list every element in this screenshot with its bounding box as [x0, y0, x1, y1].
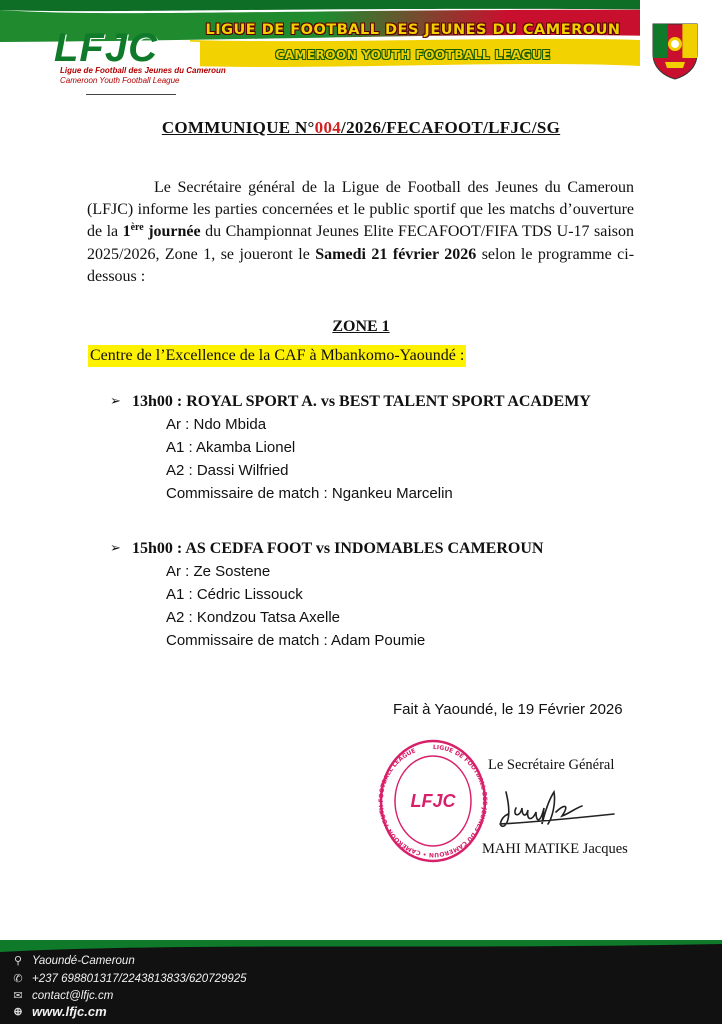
- official-assistant-2: A2 : Dassi Wilfried: [166, 462, 289, 479]
- stamp-logo: LFJC: [410, 791, 456, 811]
- official-assistant-1: A1 : Cédric Lissouck: [166, 586, 303, 603]
- contact-footer: [0, 940, 722, 1024]
- logo-subtitle-english: Cameroon Youth Football League: [60, 76, 180, 85]
- signatory-role: Le Secrétaire Général: [488, 757, 615, 773]
- match-date: Samedi 21 février 2026: [315, 245, 477, 263]
- lfjc-logo: LFJC: [54, 26, 158, 70]
- header-divider: [86, 94, 176, 95]
- globe-icon: ⊕: [13, 1006, 23, 1018]
- match-block: [110, 390, 591, 505]
- match-heading: [110, 390, 591, 413]
- intro-paragraph: [87, 177, 634, 288]
- match-heading-text: 13h00 : ROYAL SPORT A. vs BEST TALENT SPORT ACADEMY: [132, 393, 591, 410]
- footer-phone: [10, 972, 247, 985]
- intro-text-2: du Championnat Jeunes Elite FECAFOOT/FIFA TDS U-17 saison 2025/2026, Zone 1, se joueront le: [87, 223, 635, 263]
- letterhead-banner: [0, 0, 722, 92]
- league-name-english: CAMEROON YOUTH FOOTBALL LEAGUE: [275, 48, 551, 62]
- footer-email[interactable]: [10, 989, 113, 1002]
- location-icon: ⚲: [13, 955, 23, 967]
- footer-location-text: Yaoundé-Cameroun: [32, 954, 135, 967]
- communique-title-prefix: COMMUNIQUE N°: [161, 118, 315, 137]
- official-stamp: [378, 737, 488, 865]
- arrow-bullet-icon: ➢: [110, 394, 121, 409]
- footer-phone-text: +237 698801317/2243813833/620729925: [32, 972, 247, 985]
- communique-title-suffix: /2026/FECAFOOT/LFJC/SG: [341, 118, 561, 137]
- official-assistant-1: A1 : Akamba Lionel: [166, 439, 296, 456]
- intro-text-1: Le Secrétaire général de la Ligue de Football des Jeunes du Cameroun (LFJC) informe les parties concernées et le public sportif que les matchs d’ouverture de la: [87, 179, 634, 241]
- match-heading-text: 15h00 : AS CEDFA FOOT vs INDOMABLES CAMEROUN: [132, 540, 544, 557]
- phone-icon: ✆: [13, 973, 23, 985]
- footer-location: [10, 954, 135, 967]
- match-commissioner: Commissaire de match : Adam Poumie: [166, 632, 426, 649]
- footer-website-text[interactable]: www.lfjc.cm: [32, 1004, 107, 1019]
- match-heading: [110, 537, 543, 560]
- official-assistant-2: A2 : Kondzou Tatsa Axelle: [166, 609, 341, 626]
- match-commissioner: Commissaire de match : Ngankeu Marcelin: [166, 485, 453, 502]
- stamp-ring-text: LIGUE DE FOOTBALL DES JEUNES DU CAMEROUN • CAMEROON YOUTH FOOTBALL LEAGUE: [378, 743, 488, 859]
- official-referee: Ar : Ze Sostene: [166, 563, 271, 580]
- handwritten-signature: [496, 778, 616, 834]
- communique-title: [0, 118, 722, 138]
- footer-website[interactable]: [10, 1004, 107, 1019]
- league-name-french: LIGUE DE FOOTBALL DES JEUNES DU CAMEROUN: [205, 22, 621, 38]
- zone-title: ZONE 1: [332, 318, 390, 335]
- communique-number: 004: [314, 118, 342, 137]
- email-icon: ✉: [13, 990, 23, 1002]
- intro-text-3: selon le programme ci-dessous :: [87, 245, 635, 285]
- logo-subtitle-french: Ligue de Football des Jeunes du Cameroun: [60, 66, 226, 75]
- intro-ordinal: 1: [122, 223, 131, 241]
- arrow-bullet-icon: ➢: [110, 541, 121, 556]
- signatory-name: MAHI MATIKE Jacques: [482, 841, 628, 857]
- venue-highlight: Centre de l’Excellence de la CAF à Mbankomo-Yaoundé :: [88, 345, 466, 367]
- intro-day-label: journée: [143, 223, 201, 241]
- cameroon-crest-icon: [650, 14, 700, 80]
- footer-email-text[interactable]: contact@lfjc.cm: [32, 989, 114, 1002]
- intro-ordinal-sup: ère: [130, 222, 144, 234]
- official-referee: Ar : Ndo Mbida: [166, 416, 267, 433]
- match-block: [110, 537, 543, 652]
- place-and-date: Fait à Yaoundé, le 19 Février 2026: [393, 701, 623, 718]
